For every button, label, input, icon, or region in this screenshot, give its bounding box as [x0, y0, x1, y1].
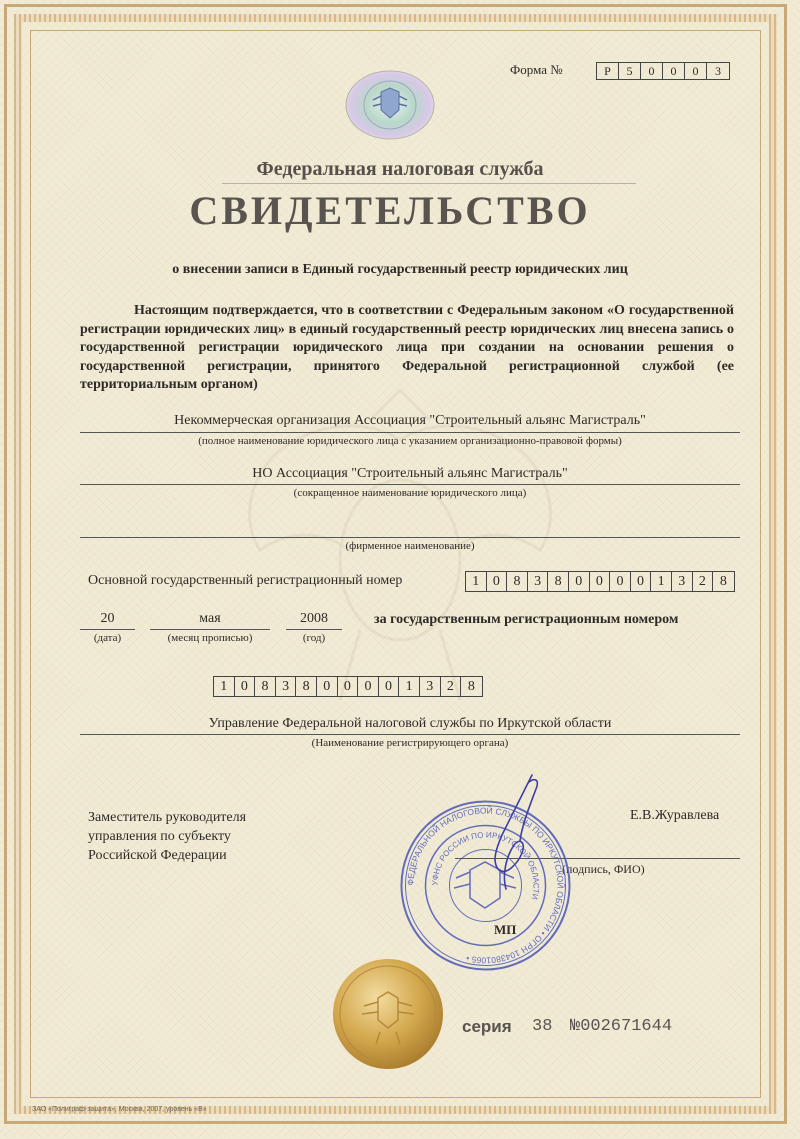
- ogrn-digit: 0: [569, 572, 590, 591]
- printer-footer: ЗАО «Полиграф-защита», Москва, 2007, уровень «В»: [32, 1106, 207, 1113]
- date-year-line: [286, 629, 342, 630]
- ogrn-label: Основной государственный регистрационный номер: [88, 573, 403, 588]
- gold-seal-icon: [332, 958, 444, 1070]
- authority-value: Управление Федеральной налоговой службы по Иркутской области: [208, 716, 612, 731]
- signatory-position-line: управления по субъекту: [88, 829, 231, 844]
- reg-number-cells: [213, 676, 483, 697]
- handwritten-signature-icon: [462, 765, 572, 905]
- series-label: серия: [462, 1017, 512, 1036]
- date-month-line: [150, 629, 270, 630]
- stamp-outer-text: ФЕДЕРАЛЬНОЙ НАЛОГОВОЙ СЛУЖБЫ ПО ИРКУТСКОЙ ОБЛАСТИ • ОГРН 1043801065 •: [405, 805, 566, 966]
- reg-number-digit: 3: [276, 677, 297, 696]
- ogrn-digit: 1: [466, 572, 487, 591]
- reg-number-digit: 0: [379, 677, 400, 696]
- form-number-cell: 0: [641, 63, 663, 79]
- agency-name: Федеральная налоговая служба: [256, 158, 544, 180]
- date-year-value: 2008: [300, 611, 328, 626]
- date-month-value: мая: [199, 611, 221, 626]
- ogrn-digit: 3: [528, 572, 549, 591]
- reg-number-digit: 1: [214, 677, 235, 696]
- ogrn-digit: 8: [719, 574, 727, 589]
- full-name-line: [80, 432, 740, 433]
- document-subtitle: о внесении записи в Единый государственный реестр юридических лиц: [172, 262, 628, 277]
- full-name-caption: (полное наименование юридического лица с указанием организационно-правовой формы): [198, 435, 622, 447]
- form-number-cell: 5: [619, 63, 641, 79]
- statement-paragraph: [80, 302, 734, 395]
- authority-caption: (Наименование регистрирующего органа): [311, 737, 509, 749]
- brand-name-caption: (фирменное наименование): [345, 540, 475, 552]
- reg-number-digit: 8: [255, 677, 276, 696]
- signatory-name: Е.В.Журавлева: [630, 808, 720, 823]
- ogrn-digit: 3: [672, 572, 693, 591]
- date-day-value: 20: [100, 611, 115, 626]
- ogrn-digit: 0: [590, 572, 611, 591]
- reg-number-digit: 0: [358, 677, 379, 696]
- ogrn-digit: 0: [631, 572, 652, 591]
- short-name-line: [80, 484, 740, 485]
- authority-line: [80, 734, 740, 735]
- ogrn-digit: 8: [548, 572, 569, 591]
- agency-underline: [222, 183, 636, 184]
- reg-number-digit: 1: [399, 677, 420, 696]
- short-name-caption: (сокращенное наименование юридического лица): [293, 487, 527, 499]
- reg-number-digit: 8: [467, 679, 475, 694]
- ogrn-digit: 0: [487, 572, 508, 591]
- brand-name-line: [80, 537, 740, 538]
- reg-number-label: за государственным регистрационным номером: [374, 612, 679, 627]
- reg-number-digit: 0: [317, 677, 338, 696]
- ogrn-cells: [465, 571, 735, 592]
- number-value: 002671644: [580, 1017, 673, 1036]
- document-title: СВИДЕТЕЛЬСТВО: [189, 188, 591, 233]
- short-name-value: НО Ассоциация "Строительный альянс Магистраль": [252, 466, 568, 481]
- certificate-number: [570, 1017, 672, 1036]
- mp-label: МП: [494, 922, 517, 937]
- reg-number-digit: 0: [338, 677, 359, 696]
- date-year-caption: (год): [302, 632, 326, 644]
- statement-text: Настоящим подтверждается, что в соответствии с Федеральным законом «О государственной регистрации юридических лиц» в единый государственный реестр юридических лиц внесена запись о государственной регистрации юридического лица при создании на основании решения о государственной регистрации, принятого Федеральной регистрационной службой (ее территориальным органом): [80, 303, 734, 393]
- form-number-label: Форма №: [510, 62, 563, 77]
- signatory-position: [88, 808, 246, 865]
- signature-caption: (подпись, ФИО): [562, 862, 645, 876]
- form-number-cell: Р: [597, 63, 619, 79]
- reg-number-digit: 2: [441, 677, 462, 696]
- reg-number-digit: 8: [296, 677, 317, 696]
- series-value: 38: [532, 1017, 553, 1036]
- reg-number-digit: 0: [235, 677, 256, 696]
- signatory-position-line: Заместитель руководителя: [88, 810, 247, 825]
- full-name-value: Некоммерческая организация Ассоциация "Строительный альянс Магистраль": [174, 413, 646, 428]
- date-month-caption: (месяц прописью): [167, 632, 253, 644]
- ogrn-digit: 2: [693, 572, 714, 591]
- signatory-position-line: Российской Федерации: [88, 848, 227, 863]
- form-number-cell: 0: [685, 63, 707, 79]
- date-day-caption: (дата): [93, 632, 122, 644]
- form-number-cell: 0: [663, 63, 685, 79]
- stamp-inner-text: УФНС РОССИИ ПО ИРКУТСКОЙ ОБЛАСТИ: [430, 830, 541, 901]
- ogrn-digit: 0: [610, 572, 631, 591]
- number-prefix: №: [570, 1017, 581, 1036]
- date-day-line: [80, 629, 135, 630]
- ogrn-digit: 1: [651, 572, 672, 591]
- form-number-cells: [596, 62, 730, 80]
- ogrn-digit: 8: [507, 572, 528, 591]
- reg-number-digit: 3: [420, 677, 441, 696]
- hologram-emblem-icon: [345, 70, 435, 140]
- form-number-cell: 3: [715, 64, 721, 78]
